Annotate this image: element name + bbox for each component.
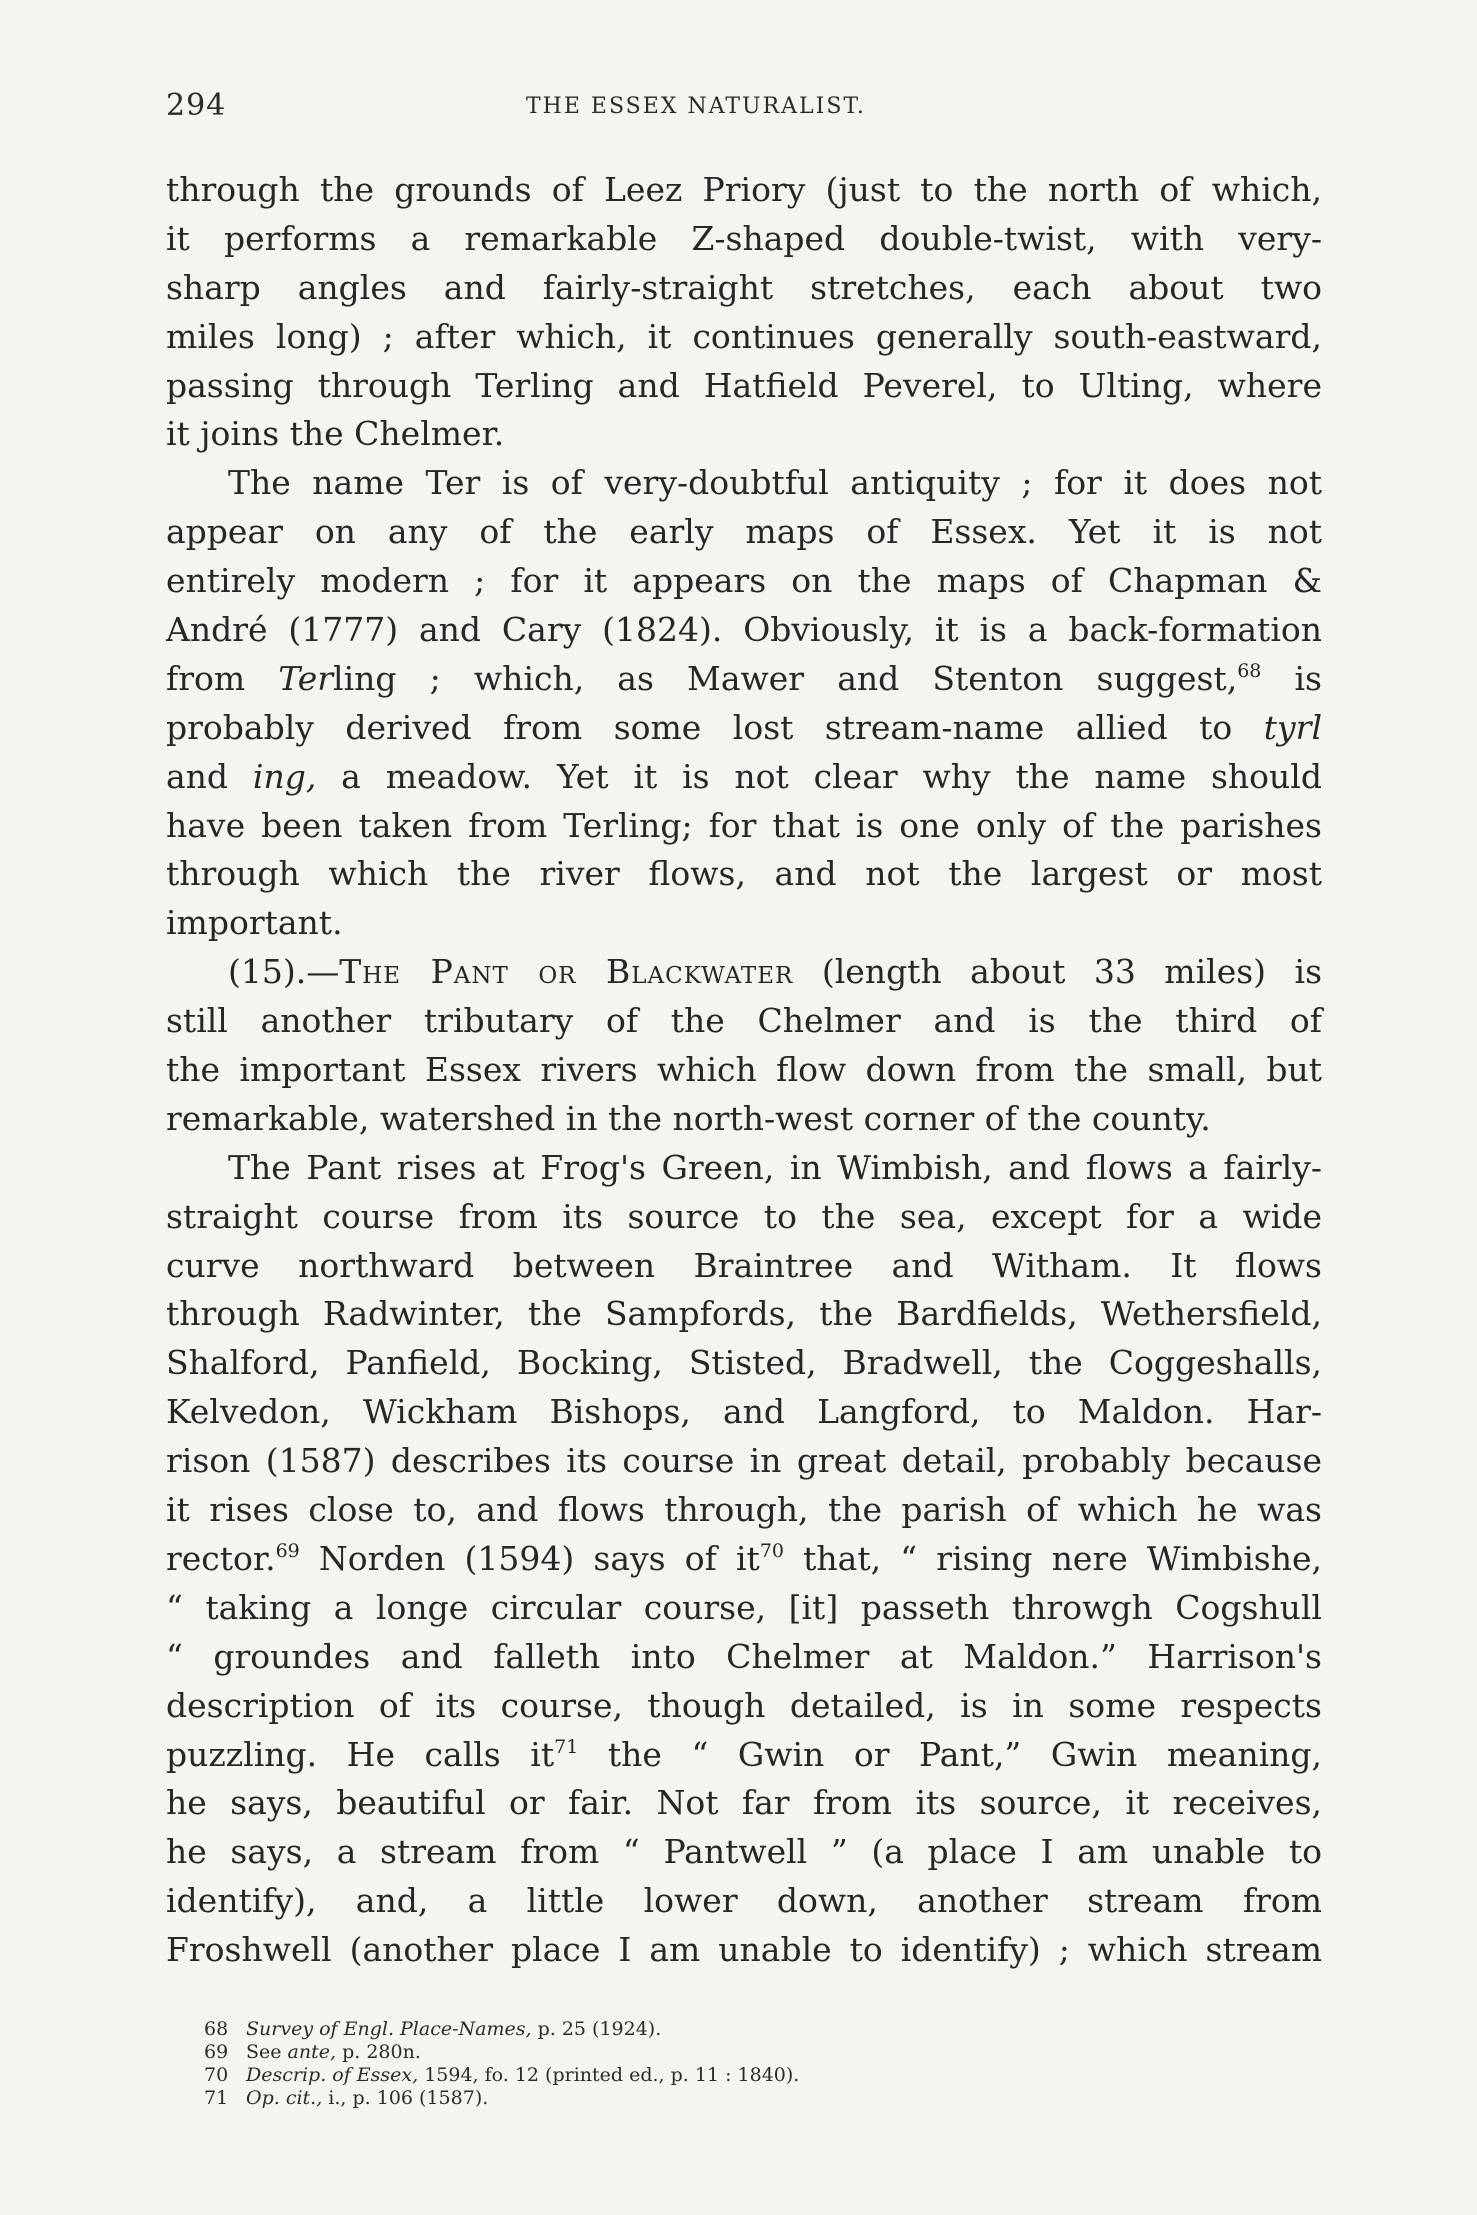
text-line <box>166 1731 1322 1780</box>
footnote-ref: 71 <box>554 1735 579 1758</box>
footnote-ref: 68 <box>1237 659 1262 682</box>
footnote-ref: 69 <box>275 1539 300 1562</box>
text-line: Kelvedon, Wickham Bishops, and Langford, to Maldon. Har- <box>166 1392 1322 1432</box>
footnote-text: See <box>246 2041 288 2063</box>
text-line: have been taken from Terling; for that is one only of the parishes <box>166 805 1322 845</box>
text-line: rison (1587) describes its course in great detail, probably because <box>166 1441 1322 1481</box>
text-line: Froshwell (another place I am unable to identify) ; which stream <box>166 1930 1322 1970</box>
footnote-number: 70 <box>204 2064 229 2086</box>
footnote-title: Descrip. of Essex, <box>246 2064 419 2086</box>
text-line: it performs a remarkable Z-shaped double-twist, with very- <box>166 218 1322 258</box>
footnote-text: 1594, fo. 12 (printed ed., p. 11 : 1840). <box>418 2064 800 2086</box>
footnote <box>204 2018 1204 2041</box>
text-line: it rises close to, and flows through, the parish of which he was <box>166 1490 1322 1530</box>
footnote-text: i., p. 106 (1587). <box>322 2087 489 2109</box>
text-run: rector. <box>166 1538 276 1578</box>
text-line <box>166 704 1322 753</box>
text-line: The name Ter is of very-doubtful antiquity ; for it does not <box>228 463 1322 503</box>
text-line: important. <box>166 903 343 943</box>
text-line <box>166 1535 1322 1584</box>
footnote-title: Survey of Engl. Place-Names, <box>246 2018 532 2040</box>
text-run: from <box>166 658 279 698</box>
text-run: (15).— <box>228 952 340 992</box>
text-line: identify), and, a little lower down, another stream from <box>166 1881 1322 1921</box>
text-line: still another tributary of the Chelmer and is the third of <box>166 1001 1322 1041</box>
text-run: (length about 33 miles) is <box>793 952 1323 992</box>
text-line: entirely modern ; for it appears on the maps of Chapman & <box>166 561 1322 601</box>
text-line: curve northward between Braintree and Witham. It flows <box>166 1245 1322 1285</box>
footnote-text: p. 280n. <box>336 2041 421 2063</box>
footnote <box>204 2064 1204 2087</box>
text-line <box>166 753 1322 802</box>
italic-run: Ter <box>278 658 334 698</box>
text-line <box>166 948 1322 997</box>
footnotes <box>204 2018 1204 2110</box>
journal-title: THE ESSEX NATURALIST. <box>526 94 866 119</box>
text-line: he says, a stream from “ Pantwell ” (a place I am unable to <box>166 1832 1322 1872</box>
text-run: puzzling. He calls it <box>166 1734 555 1774</box>
text-line: passing through Terling and Hatfield Peverel, to Ulting, where <box>166 365 1322 405</box>
text-line: appear on any of the early maps of Essex. Yet it is not <box>166 512 1322 552</box>
footnote-number: 71 <box>204 2087 229 2109</box>
footnote-number: 69 <box>204 2041 229 2063</box>
text-line: “ groundes and falleth into Chelmer at Maldon.” Harrison's <box>166 1636 1322 1676</box>
text-run: the “ Gwin or Pant,” Gwin meaning, <box>578 1734 1322 1774</box>
text-run: ling ; which, as Mawer and Stenton suggest, <box>333 658 1238 698</box>
text-line: it joins the Chelmer. <box>166 414 505 454</box>
text-run: Norden (1594) says of it <box>299 1538 760 1578</box>
text-line: through Radwinter, the Sampfords, the Bardfields, Wethersfield, <box>166 1294 1322 1334</box>
italic-run: tyrl <box>1263 707 1322 747</box>
italic-run: ing, <box>252 756 317 796</box>
text-line: “ taking a longe circular course, [it] passeth throwgh Cogshull <box>166 1587 1322 1627</box>
footnote <box>204 2041 1204 2064</box>
text-run: a meadow. Yet it is not clear why the name should <box>316 756 1322 796</box>
text-line: straight course from its source to the sea, except for a wide <box>166 1196 1322 1236</box>
text-line <box>166 655 1322 704</box>
footnote <box>204 2087 1204 2110</box>
text-line: André (1777) and Cary (1824). Obviously, it is a back-formation <box>166 610 1322 650</box>
text-line: he says, beautiful or fair. Not far from its source, it receives, <box>166 1783 1322 1823</box>
footnote-text: p. 25 (1924). <box>531 2018 662 2040</box>
section-heading: The Pant or Blackwater <box>339 952 794 992</box>
text-line: Shalford, Panfield, Bocking, Stisted, Bradwell, the Coggeshalls, <box>166 1343 1322 1383</box>
footnote-title: ante, <box>287 2041 337 2063</box>
text-line: The Pant rises at Frog's Green, in Wimbish, and flows a fairly- <box>228 1147 1322 1187</box>
text-line: miles long) ; after which, it continues generally south-eastward, <box>166 316 1322 356</box>
text-run: and <box>166 756 253 796</box>
footnote-ref: 70 <box>759 1539 784 1562</box>
footnote-title: Op. cit., <box>246 2087 323 2109</box>
footnote-number: 68 <box>204 2018 229 2040</box>
text-line: description of its course, though detailed, is in some respects <box>166 1685 1322 1725</box>
text-line: sharp angles and fairly-straight stretches, each about two <box>166 267 1322 307</box>
page-number: 294 <box>166 88 227 123</box>
text-line: the important Essex rivers which flow down from the small, but <box>166 1050 1322 1090</box>
running-head <box>166 88 1322 128</box>
text-line: through which the river flows, and not the largest or most <box>166 854 1322 894</box>
text-line: through the grounds of Leez Priory (just to the north of which, <box>166 170 1322 209</box>
text-run: is <box>1261 658 1322 698</box>
text-run: that, “ rising nere Wimbishe, <box>784 1538 1322 1578</box>
text-run: probably derived from some lost stream-name allied to <box>166 707 1264 747</box>
text-line: remarkable, watershed in the north-west corner of the county. <box>166 1098 1211 1138</box>
body-text <box>166 166 1322 1975</box>
